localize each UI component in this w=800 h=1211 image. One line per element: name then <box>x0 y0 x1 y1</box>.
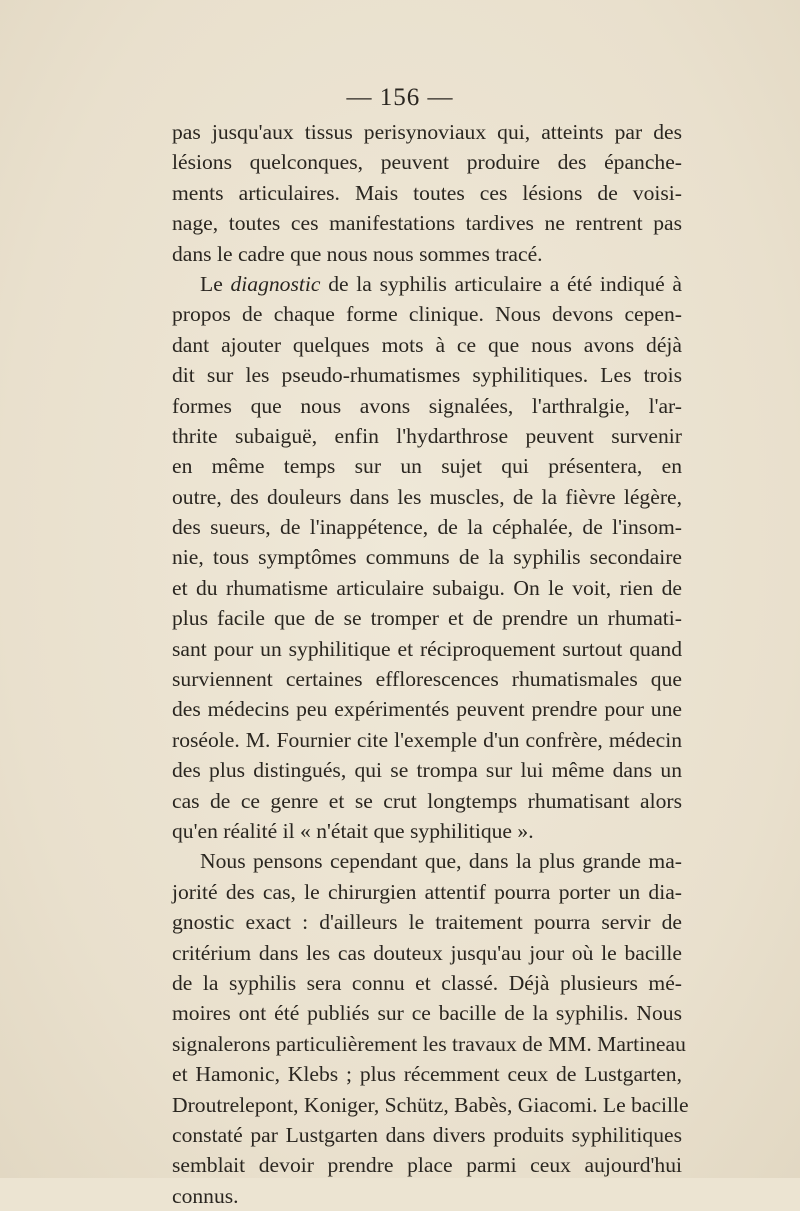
text-line: de la syphilis sera connu et classé. Déjà plusieurs mé- <box>172 970 682 995</box>
text-line: semblait devoir prendre place parmi ceux aujourd'hui <box>172 1153 682 1178</box>
text-line: signalerons particulièrement les travaux de MM. Martineau <box>172 1031 686 1056</box>
text-line: nie, tous symptômes communs de la syphilis secondaire <box>172 545 682 570</box>
text-line: critérium dans les cas douteux jusqu'au jour où le bacille <box>172 940 682 965</box>
text-line: constaté par Lustgarten dans divers produits syphilitiques <box>172 1122 682 1147</box>
text-line: plus facile que de se tromper et de prendre un rhumati- <box>172 606 682 631</box>
text-line: cas de ce genre et se crut longtemps rhumatisant alors <box>172 788 682 813</box>
text-line: qu'en réalité il « n'était que syphilitique ». <box>172 818 534 843</box>
italic-term: diagnostic <box>230 271 321 296</box>
text-line: formes que nous avons signalées, l'arthralgie, l'ar- <box>172 393 682 418</box>
text-line: moires ont été publiés sur ce bacille de la syphilis. Nous <box>172 1001 682 1026</box>
text-line: des sueurs, de l'inappétence, de la céphalée, de l'insom- <box>172 515 682 540</box>
body-text <box>172 117 689 1211</box>
text-fragment: de la syphilis articulaire a été indiqué à <box>320 271 682 296</box>
text-line: roséole. M. Fournier cite l'exemple d'un confrère, médecin <box>172 727 682 752</box>
text-line: et Hamonic, Klebs ; plus récemment ceux de Lustgarten, <box>172 1062 682 1087</box>
text-line: thrite subaiguë, enfin l'hydarthrose peuvent survenir <box>172 423 682 448</box>
text-line: et du rhumatisme articulaire subaigu. On le voit, rien de <box>172 575 682 600</box>
text-line: nage, toutes ces manifestations tardives ne rentrent pas <box>172 211 682 236</box>
text-line: des plus distingués, qui se trompa sur lui même dans un <box>172 758 682 783</box>
text-line: jorité des cas, le chirurgien attentif pourra porter un dia- <box>172 879 682 904</box>
text-line: des médecins peu expérimentés peuvent prendre pour une <box>172 697 682 722</box>
text-line: sant pour un syphilitique et réciproquement surtout quand <box>172 636 682 661</box>
text-line: connus. <box>172 1183 239 1208</box>
text-line: Droutrelepont, Koniger, Schütz, Babès, Giacomi. Le bacille <box>172 1092 689 1117</box>
text-line: en même temps sur un sujet qui présentera, en <box>172 454 682 479</box>
text-line: ments articulaires. Mais toutes ces lésions de voisi- <box>172 180 682 205</box>
text-line: outre, des douleurs dans les muscles, de la fièvre légère, <box>172 484 682 509</box>
text-line: dant ajouter quelques mots à ce que nous avons déjà <box>172 332 682 357</box>
text-line: lésions quelconques, peuvent produire des épanche- <box>172 150 682 175</box>
text-line: gnostic exact : d'ailleurs le traitement pourra servir de <box>172 910 682 935</box>
text-line: dit sur les pseudo-rhumatismes syphilitiques. Les trois <box>172 363 682 388</box>
text-fragment: Le <box>200 271 231 296</box>
text-line: Nous pensons cependant que, dans la plus grande ma- <box>200 849 682 874</box>
text-line: dans le cadre que nous nous sommes tracé. <box>172 241 543 266</box>
text-line <box>172 269 682 299</box>
text-line: surviennent certaines efflorescences rhumatismales que <box>172 667 682 692</box>
text-line: propos de chaque forme clinique. Nous devons cepen- <box>172 302 682 327</box>
text-line: pas jusqu'aux tissus perisynoviaux qui, atteints par des <box>172 120 682 144</box>
page-number: — 156 — <box>346 84 454 111</box>
